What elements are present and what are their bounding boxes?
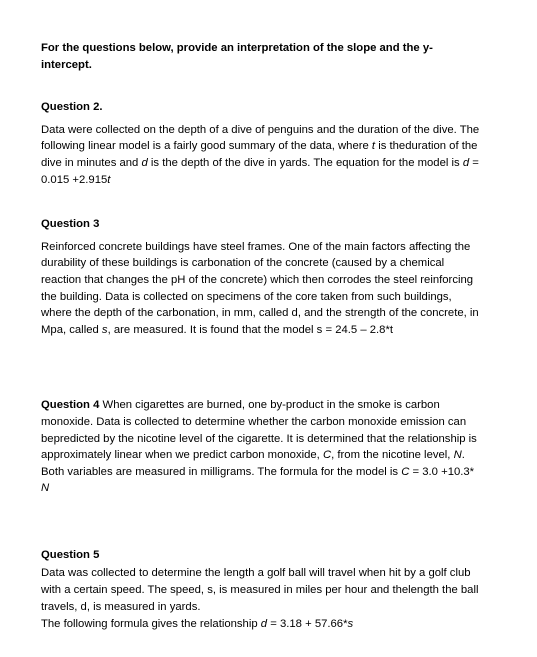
question-3-body: Reinforced concrete buildings have steel frames. One of the main factors affecting the durability of these buildings is carbonation of the concrete (caused by a chemical reaction that changes the pH of the concrete) which then corrodes the steel reinforcing the building. Data is collected on specimens of the core taken from such buildings, where the depth of the carbonation, in mm, called d, and the strength of the concrete, in Mpa, called s, are measured. It is found that the model s = 24.5 – 2.8*t <box>41 240 479 336</box>
question-2-equation: = 0.015 +2.915 <box>41 156 479 186</box>
question-5 <box>41 547 481 633</box>
question-2 <box>41 99 481 188</box>
question-3 <box>41 216 481 338</box>
question-4 <box>41 397 481 497</box>
question-2-body: Data were collected on the depth of a dive of penguins and the duration of the dive. The following linear model is a fairly good summary of the data, where t is theduration of the dive in minutes and d is the depth of the dive in yards. The equation for the model is d = 0.015 +2.915t <box>41 123 480 186</box>
instructions-text: For the questions below, provide an interpretation of the slope and the y-intercept. <box>41 42 433 71</box>
question-5-title: Question 5 <box>41 548 100 561</box>
instructions-heading <box>41 40 481 73</box>
question-2-equation-d: d <box>462 156 470 169</box>
question-4-title: Question 4 <box>41 399 100 412</box>
worksheet-page <box>41 40 481 633</box>
question-5-body: Data was collected to determine the length a golf ball will travel when hit by a golf club with a certain speed. The speed, s, is measured in miles per hour and thelength the ball travels, d, is measured in yards. <box>41 567 479 613</box>
question-4-equation: = 3.0 +10.3* <box>409 465 475 478</box>
question-2-title: Question 2. <box>41 101 103 114</box>
question-4-body: Question 4 When cigarettes are burned, one by-product in the smoke is carbon monoxide. Data is collected to determine whether the carbon monoxide emission can bepredicted by the nicotine level of the cigarette. It is determined that the relationship is approximately linear when we predict carbon monoxide, C, from the nicotine level, N. Both variables are measured in milligrams. The formula for the model is C = 3.0 +10.3* N <box>41 399 477 495</box>
question-3-title: Question 3 <box>41 218 100 231</box>
question-5-formula: The following formula gives the relationship d = 3.18 + 57.66*s <box>41 618 354 631</box>
